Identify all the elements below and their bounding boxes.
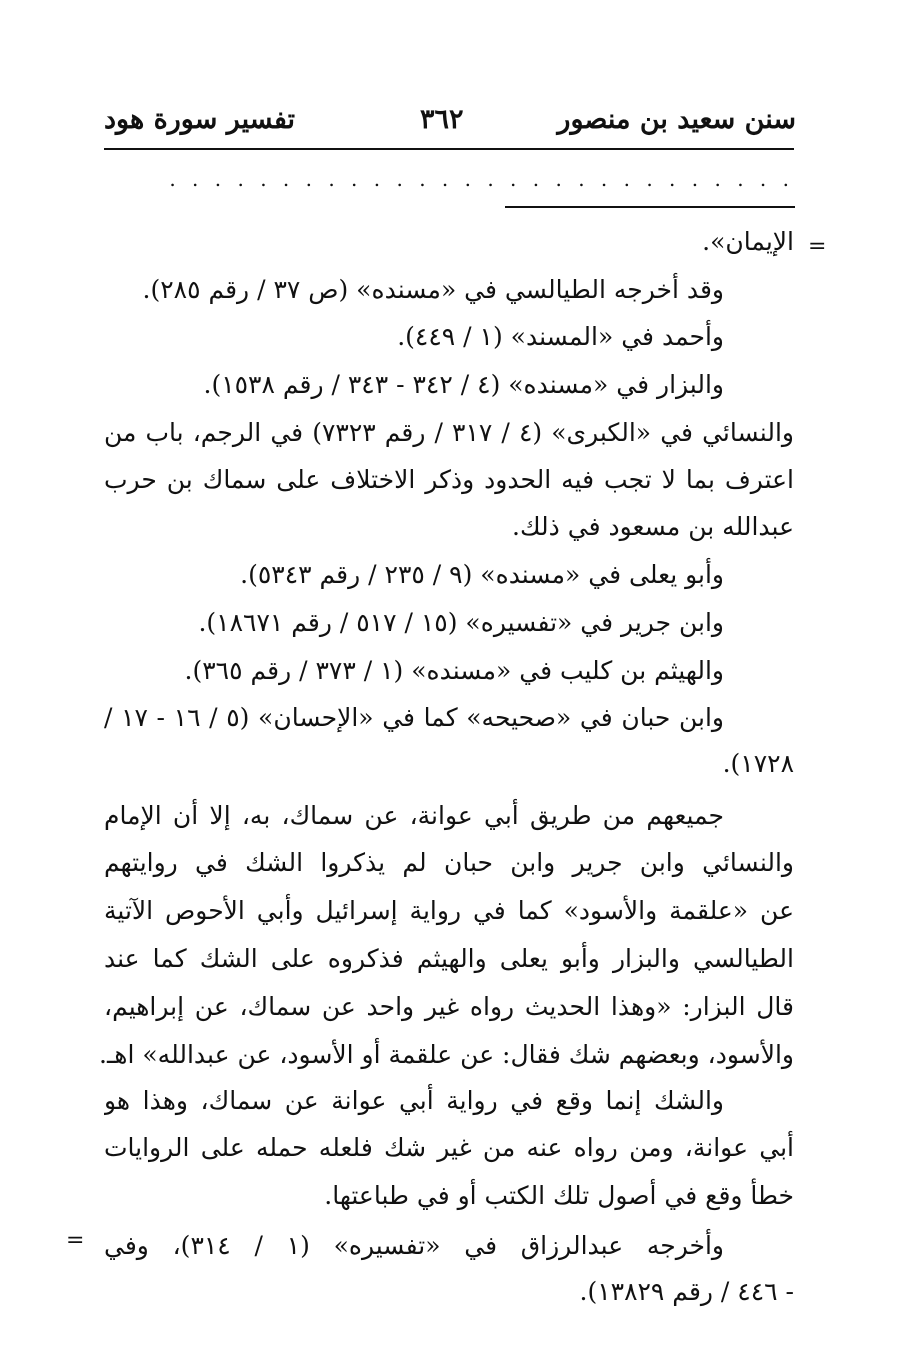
text-line: والشك إنما وقع في رواية أبي عوانة عن سماك، وهذا هو <box>104 1086 724 1115</box>
header-rule <box>104 148 794 150</box>
text-line: خطأ وقع في أصول تلك الكتب أو في طباعتها. <box>324 1181 794 1210</box>
text-line: والنسائي وابن جرير وابن حبان لم يذكروا الشك في روايتهم <box>104 848 794 877</box>
footnote-rule <box>505 206 795 208</box>
continued-to-marker: = <box>66 1228 85 1253</box>
running-head-section-title: تفسير سورة هود <box>104 104 296 135</box>
text-line: وأحمد في «المسند» (١ / ٤٤٩). <box>397 322 724 351</box>
continued-from-marker: = <box>808 234 827 259</box>
text-line: والبزار في «مسنده» (٤ / ٣٤٢ - ٣٤٣ / رقم ١٥٣٨). <box>203 370 724 399</box>
text-line: وأخرجه عبدالرزاق في «تفسيره» (١ / ٣١٤)، وفي <box>104 1231 724 1260</box>
text-line: عبدالله بن مسعود في ذلك. <box>512 512 794 541</box>
text-line: ١٧٢٨). <box>722 749 794 778</box>
text-line: جميعهم من طريق أبي عوانة، عن سماك، به، إلا أن الإمام <box>104 801 724 830</box>
dotted-separator: . . . . . . . . . . . . . . . . . . . . . . . . . . . . <box>169 167 794 191</box>
text-line: وقد أخرجه الطيالسي في «مسنده» (ص ٣٧ / رقم ٢٨٥). <box>142 275 724 304</box>
text-line: والهيثم بن كليب في «مسنده» (١ / ٣٧٣ / رقم ٣٦٥). <box>184 656 724 685</box>
text-line: الطيالسي والبزار وأبو يعلى والهيثم فذكروه على الشك كما عند <box>104 944 794 973</box>
page-number: ٣٦٢ <box>420 104 464 135</box>
running-head-book-title: سنن سعيد بن منصور <box>557 104 796 135</box>
text-line: - ٤٤٦ / رقم ١٣٨٢٩). <box>579 1277 794 1306</box>
text-line: والنسائي في «الكبرى» (٤ / ٣١٧ / رقم ٧٣٢٣) في الرجم، باب من <box>104 418 794 447</box>
text-line: وابن جرير في «تفسيره» (١٥ / ٥١٧ / رقم ١٨٦٧١). <box>198 608 724 637</box>
text-line: أبي عوانة، ومن رواه عنه من غير شك فلعله حمله على الروايات <box>104 1133 794 1162</box>
text-line: والأسود، وبعضهم شك فقال: عن علقمة أو الأسود، عن عبدالله» اهـ. <box>99 1040 794 1069</box>
text-line: وأبو يعلى في «مسنده» (٩ / ٢٣٥ / رقم ٥٣٤٣). <box>240 560 724 589</box>
text-line: قال البزار: «وهذا الحديث رواه غير واحد عن سماك، عن إبراهيم، <box>104 992 794 1021</box>
text-line: عن «علقمة والأسود» كما في رواية إسرائيل وأبي الأحوص الآتية <box>104 896 794 925</box>
text-line: وابن حبان في «صحيحه» كما في «الإحسان» (٥ / ١٦ - ١٧ / <box>104 703 724 732</box>
text-line: الإيمان». <box>702 227 794 256</box>
text-line: اعترف بما لا تجب فيه الحدود وذكر الاختلاف على سماك بن حرب <box>104 465 794 494</box>
